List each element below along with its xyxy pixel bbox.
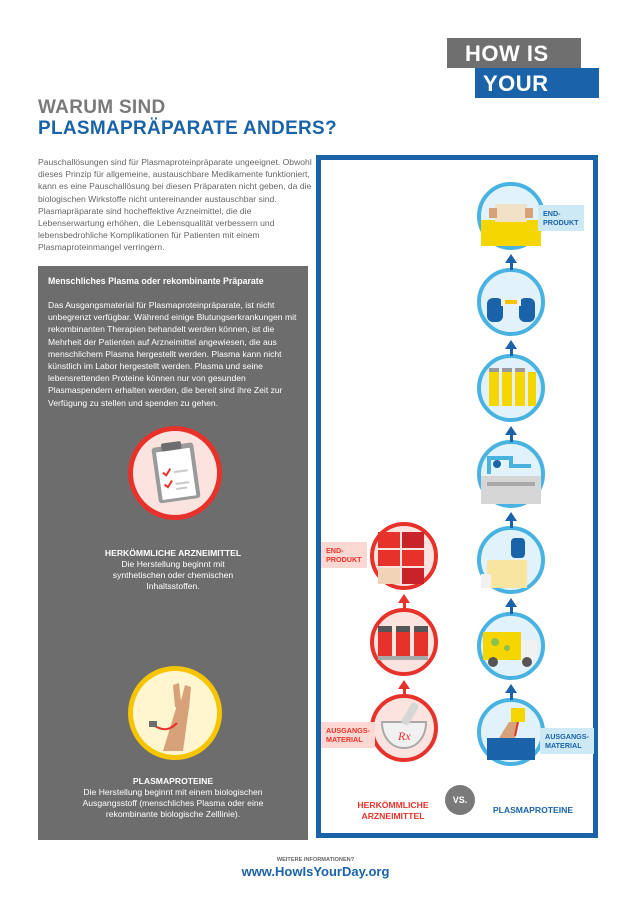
arm-circle [128, 666, 222, 760]
info-box-body: Das Ausgangsmaterial für Plasmaproteinpräparate, ist nicht unbegrenzt verfügbar. Während einige Blutungserkrankungen mit rekombinanten Therapien behandelt werden können, ist die Mehrheit der Patienten auf Arzneimittel angewiesen, die aus menschlichem Plasma hergestellt werden. Plasma kann nicht künstlich im Labor hergestellt werden. Plasma und seine lebensrettenden Proteine können nur von gesunden Plasmaspendern erhalten werden, die bereit sind ihre Zeit zur Verfügung zu stellen und spenden zu gehen. [48, 300, 297, 408]
logo-line2: YOUR DAY? [475, 68, 599, 98]
title-line1: WARUM SIND [38, 97, 166, 118]
footer-question: WEITERE INFORMATIONEN? [276, 857, 355, 863]
gloved-hands-circle [477, 268, 545, 336]
info-box-heading: Menschliches Plasma oder rekombinante Präparate [48, 276, 264, 286]
logo-line1: HOW IS [447, 38, 581, 68]
logo [447, 38, 599, 122]
svg-text:Rx: Rx [398, 729, 411, 743]
clipboard-circle [128, 426, 222, 520]
vs-badge: VS. [445, 785, 475, 815]
arrow-right-5 [505, 598, 517, 607]
arrow-right-4 [505, 512, 517, 521]
mortar-pestle-icon [374, 698, 434, 758]
factory-pipes-icon [481, 444, 541, 504]
caption-traditional-text: Die Herstellung beginnt mit synthetischen oder chemischen Inhaltsstoffen. [112, 559, 234, 592]
lab-pouring-icon [481, 530, 541, 590]
arrow-right-2 [505, 340, 517, 349]
caption-plasma [38, 776, 308, 821]
caption-traditional [38, 548, 308, 593]
vials-circle [477, 354, 545, 422]
tag-end-product-right: END- PRODUKT [538, 205, 584, 231]
tag-end-product-left: END- PRODUKT [321, 542, 367, 568]
tag-start-material-left: AUSGANGS- MATERIAL [321, 722, 375, 748]
plasma-truck-icon [481, 616, 541, 676]
donor-arm-icon [133, 671, 217, 755]
arrow-right-1 [505, 254, 517, 263]
factory-pipes-circle [477, 440, 545, 508]
vials-icon [481, 358, 541, 418]
lab-pouring-circle [477, 526, 545, 594]
product-box-circle [477, 182, 545, 250]
arrow-right-6 [505, 684, 517, 693]
medicine-boxes-circle [370, 522, 438, 590]
caption-traditional-heading: HERKÖMMLICHE ARZNEIMITTEL [104, 548, 242, 558]
tag-start-material-right: AUSGANGS- MATERIAL [540, 728, 594, 754]
clipboard-icon [133, 431, 217, 515]
plasma-truck-circle [477, 612, 545, 680]
product-box-icon [481, 186, 541, 246]
pill-bottles-icon [374, 612, 434, 672]
mortar-pestle-circle [370, 694, 438, 762]
plasma-donation-circle [477, 698, 545, 766]
footer-link[interactable]: www.HowIsYourDay.org [241, 864, 390, 879]
gloved-hands-icon [481, 272, 541, 332]
arrow-left-2 [398, 680, 410, 689]
intro-text: Pauschallösungen sind für Plasmaproteinpräparate ungeeignet. Obwohl dieses Prinzip für allgemeine, austauschbare Medikamente funktioniert, kann es eine Pauschallösung bei diesen Präparaten nicht geben, da die biologischen Wirkstoffe nicht untereinander austauschbar sind. Plasmapräparate sind hocheffektive Arzneimittel, die die Lebenserwartung erhöhen, die Lebensqualität verbessern und lebensbedrohliche Komplikationen für Patienten mit einem Plasmaproteinmangel verringern. [38, 157, 312, 253]
title-line2: PLASMAPRÄPARATE ANDERS? [38, 118, 337, 139]
caption-plasma-heading: PLASMAPROTEINE [132, 776, 214, 786]
arrow-right-3 [505, 426, 517, 435]
arrow-left-1 [398, 594, 410, 603]
medicine-boxes-icon [374, 526, 434, 586]
label-traditional: HERKÖMMLICHE ARZNEIMITTEL [357, 800, 429, 821]
info-box [38, 266, 308, 840]
pill-bottles-circle [370, 608, 438, 676]
caption-plasma-text: Die Herstellung beginnt mit einem biologischen Ausgangsstoff (menschliches Plasma oder eine rekombinante biologische Zelllinie). [82, 787, 264, 820]
plasma-donation-icon [481, 702, 541, 762]
label-plasma: PLASMAPROTEINE [492, 805, 574, 815]
